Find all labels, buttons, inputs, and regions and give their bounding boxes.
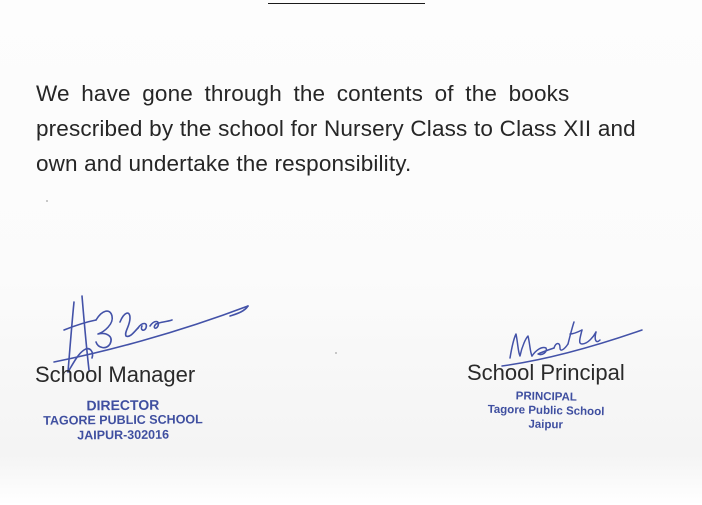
paragraph-line-1: We have gone through the contents of the books — [36, 81, 570, 106]
stamp-line: Jaipur — [528, 418, 564, 432]
stamp-line: PRINCIPAL — [515, 390, 577, 404]
stamp-line: DIRECTOR — [86, 396, 160, 414]
paper-speck — [335, 352, 337, 354]
principal-title: School Principal — [467, 360, 625, 385]
paragraph-line-2: prescribed by the school for Nursery Class to Class XII and — [36, 116, 636, 141]
principal-stamp — [476, 389, 617, 434]
body-paragraph — [36, 76, 676, 181]
paragraph-line-3: own and undertake the responsibility. — [36, 151, 412, 176]
top-rule — [268, 3, 425, 4]
stamp-line: TAGORE PUBLIC SCHOOL — [43, 412, 203, 428]
stamp-line: JAIPUR-302016 — [77, 427, 170, 443]
manager-title: School Manager — [35, 362, 196, 387]
stamp-line: Tagore Public School — [487, 403, 605, 419]
principal-signature-block — [466, 310, 696, 460]
paper-speck — [46, 200, 48, 202]
director-stamp — [42, 397, 204, 443]
manager-signature-block — [34, 292, 264, 452]
